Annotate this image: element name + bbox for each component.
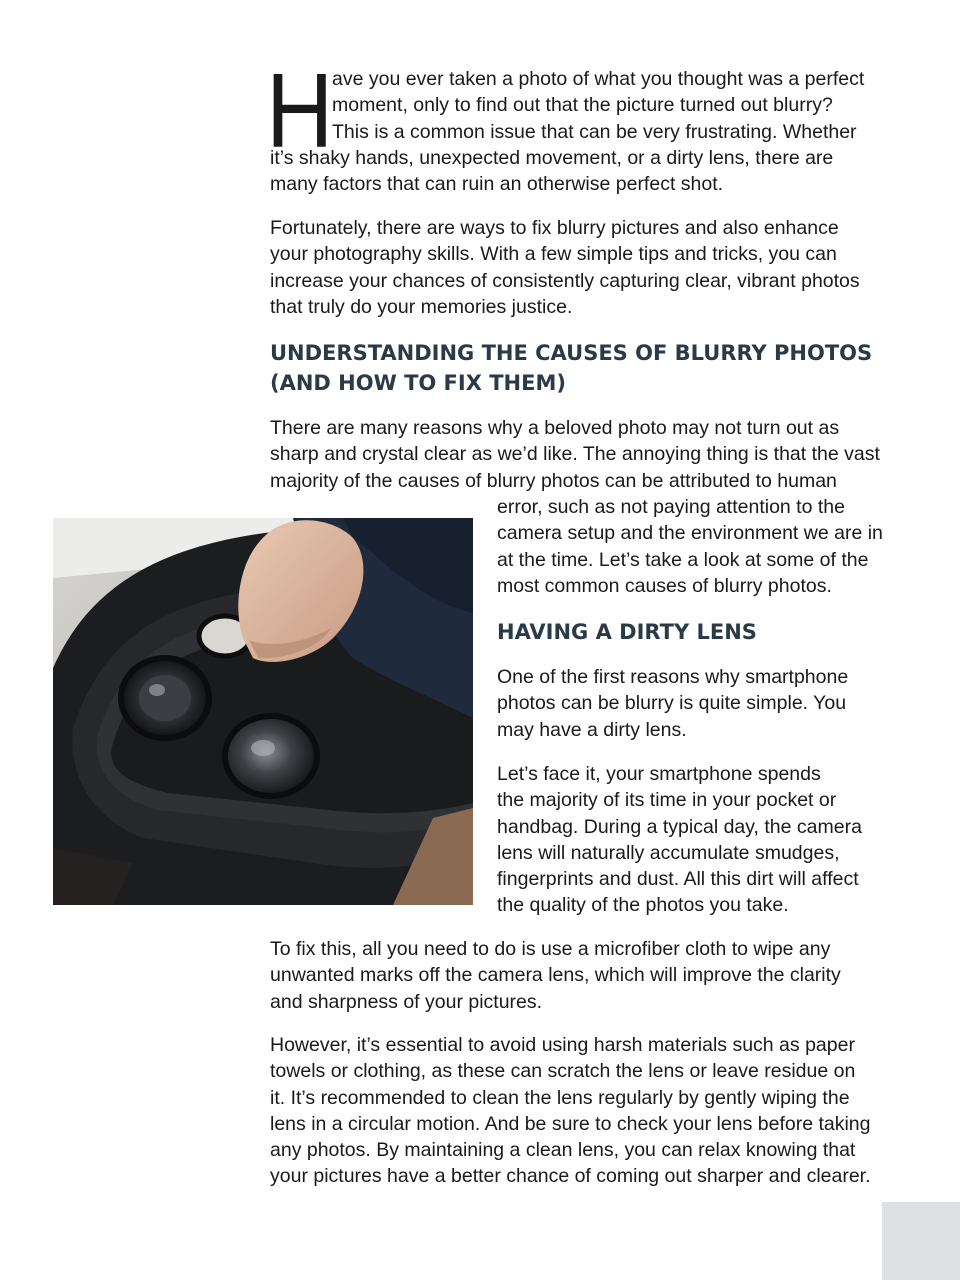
paragraph-avoid-harsh	[270, 1032, 871, 1190]
text-line: lens will naturally accumulate smudges,	[497, 841, 840, 864]
heading-line: (AND HOW TO FIX THEM)	[270, 371, 566, 395]
text-line: it’s shaky hands, unexpected movement, or a dirty lens, there are	[270, 147, 834, 169]
paragraph-fix-microfiber	[270, 936, 841, 1015]
intro-paragraph-continued	[270, 145, 833, 198]
text-line: the majority of its time in your pocket or	[497, 789, 837, 812]
text-line: may have a dirty lens.	[497, 718, 687, 741]
text-line: increase your chances of consistently capturing clear, vibrant photos	[270, 269, 860, 292]
drop-cap: H	[266, 52, 334, 170]
text-line: it. It’s recommended to clean the lens regularly by gently wiping the	[270, 1086, 850, 1109]
text-line: camera setup and the environment we are in	[497, 522, 883, 545]
text-line: lens in a circular motion. And be sure to check your lens before taking	[270, 1112, 871, 1135]
text-line: towels or clothing, as these can scratch the lens or leave residue on	[270, 1060, 856, 1083]
text-line: your pictures have a better chance of coming out sharper and clearer.	[270, 1165, 871, 1188]
text-line: any photos. By maintaining a clean lens, you can relax knowing that	[270, 1139, 856, 1162]
text-line: Fortunately, there are ways to fix blurry pictures and also enhance	[270, 217, 839, 239]
text-line: There are many reasons why a beloved photo may not turn out as	[270, 417, 840, 439]
text-line: ave you ever taken a photo of what you thought was a perfect	[332, 68, 865, 90]
text-line: Let’s face it, your smartphone spends	[497, 763, 821, 785]
heading-line: UNDERSTANDING THE CAUSES OF BLURRY PHOTOS	[270, 341, 873, 365]
text-line: and sharpness of your pictures.	[270, 990, 543, 1013]
text-line: One of the first reasons why smartphone	[497, 666, 849, 688]
page-corner-block	[882, 1202, 960, 1280]
text-line: the quality of the photos you take.	[497, 894, 789, 917]
section-heading-dirty-lens: HAVING A DIRTY LENS	[497, 620, 757, 644]
text-line: many factors that can ruin an otherwise perfect shot.	[270, 173, 724, 196]
paragraph-reasons	[270, 415, 880, 494]
text-line: that truly do your memories justice.	[270, 295, 573, 318]
paragraph-dirty-lens-intro	[497, 664, 848, 743]
text-line: However, it’s essential to avoid using harsh materials such as paper	[270, 1034, 855, 1056]
text-line: unwanted marks off the camera lens, which will improve the clarity	[270, 964, 841, 987]
lens-cleaning-photo	[53, 518, 473, 905]
text-line: To fix this, all you need to do is use a microfiber cloth to wipe any	[270, 938, 831, 960]
paragraph-pocket	[497, 761, 862, 919]
text-line: photos can be blurry is quite simple. You	[497, 692, 847, 715]
text-line: This is a common issue that can be very frustrating. Whether	[332, 120, 857, 143]
text-line: most common causes of blurry photos.	[497, 574, 832, 597]
phone-camera-illustration	[53, 518, 473, 905]
text-line: moment, only to find out that the picture turned out blurry?	[332, 94, 833, 117]
paragraph-reasons-wrapped	[497, 494, 883, 599]
paragraph-fortunately	[270, 215, 860, 320]
text-line: majority of the causes of blurry photos can be attributed to human	[270, 469, 837, 492]
section-heading-causes	[270, 338, 872, 398]
text-line: at the time. Let’s take a look at some of the	[497, 548, 869, 571]
text-line: fingerprints and dust. All this dirt will affect	[497, 868, 859, 891]
text-line: error, such as not paying attention to the	[497, 496, 845, 518]
text-line: your photography skills. With a few simple tips and tricks, you can	[270, 243, 837, 266]
text-line: sharp and crystal clear as we’d like. The annoying thing is that the vast	[270, 443, 880, 466]
intro-paragraph-indented	[332, 66, 864, 145]
text-line: handbag. During a typical day, the camera	[497, 815, 862, 838]
